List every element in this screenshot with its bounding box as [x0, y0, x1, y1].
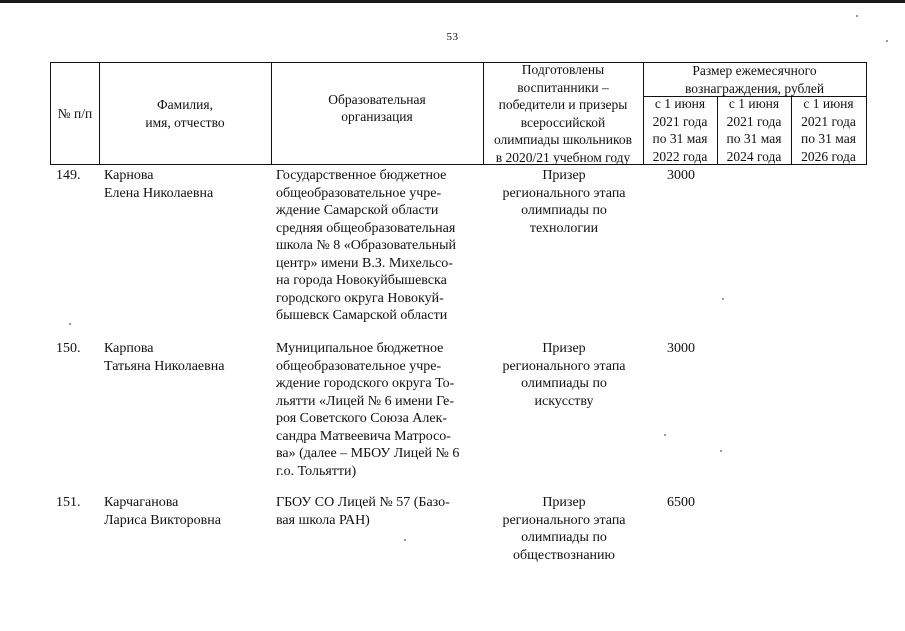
achievement-line: олимпиады по — [521, 203, 607, 218]
header-achievement-line: олимпиады школьников — [493, 132, 632, 147]
row-number: 149. — [56, 168, 81, 183]
header-achievement-line: в 2020/21 учебном году — [495, 149, 631, 165]
header-period-line: по 31 мая — [726, 131, 782, 146]
organization — [276, 494, 478, 529]
header-period-line: по 31 мая — [652, 131, 708, 146]
given-names: Лариса Викторовна — [104, 512, 221, 528]
achievement-line: Призер — [542, 168, 586, 183]
header-name-line: имя, отчество — [145, 114, 225, 130]
header-award-line: вознаграждения, рублей — [684, 80, 825, 96]
scan-speck — [404, 539, 406, 541]
person-name — [104, 340, 269, 375]
header-achievement-line: победители и призеры — [498, 97, 628, 112]
award-amount: 6500 — [667, 495, 695, 510]
scan-top-edge — [0, 0, 905, 3]
org-line: общеобразовательное учре- — [276, 358, 442, 374]
org-line: центр» имени В.З. Михельсо- — [276, 255, 453, 271]
header-period-line: 2021 года — [652, 113, 708, 129]
person-name — [104, 167, 269, 202]
header-period-line: 2026 года — [801, 148, 856, 164]
header-achievement-line: всероссийской — [520, 114, 606, 130]
org-line: сандра Матвеевича Матросо- — [276, 428, 451, 444]
award-amount: 3000 — [667, 341, 695, 356]
header-period-line: 2021 года — [726, 113, 782, 129]
achievement — [484, 340, 644, 410]
scan-speck — [722, 298, 724, 300]
table-header — [50, 62, 867, 165]
header-name-line: Фамилия, — [157, 97, 213, 112]
header-period-line: 2024 года — [726, 148, 782, 164]
org-line: г.о. Тольятти) — [276, 463, 357, 479]
person-name — [104, 494, 269, 529]
achievement-line: регионального этапа — [502, 512, 626, 528]
org-line: школа № 8 «Образовательный — [276, 238, 457, 253]
header-num-label: № п/п — [57, 105, 93, 121]
achievement-line: Призер — [542, 495, 586, 510]
org-line: общеобразовательное учре- — [276, 185, 442, 201]
scan-speck — [720, 450, 722, 452]
organization — [276, 340, 478, 480]
org-line: бышевск Самарской области — [276, 308, 448, 323]
header-achievement — [483, 63, 643, 164]
award-amount: 3000 — [667, 168, 695, 183]
org-line: роя Советского Союза Алек- — [276, 411, 448, 426]
org-line: ва» (далее – МБОУ Лицей № 6 — [276, 446, 460, 461]
header-achievement-line: воспитанники – — [517, 79, 609, 95]
header-name — [99, 63, 271, 164]
achievement — [484, 167, 644, 237]
org-line: льятти «Лицей № 6 имени Ге- — [276, 393, 455, 409]
org-line: средняя общеобразовательная — [276, 220, 456, 236]
achievement-line: обществознанию — [513, 547, 615, 563]
achievement-line: регионального этапа — [502, 358, 626, 374]
achievement-line: искусству — [534, 393, 594, 409]
given-names: Татьяна Николаевна — [104, 358, 225, 374]
page-number: 53 — [446, 31, 459, 43]
row-number: 150. — [56, 341, 81, 356]
header-award-group — [643, 63, 866, 96]
header-period-line: 2022 года — [652, 148, 708, 164]
header-period-line: 2021 года — [801, 113, 856, 129]
header-period-2026 — [791, 96, 866, 164]
org-line: Государственное бюджетное — [276, 168, 447, 183]
header-period-2022 — [643, 96, 717, 164]
org-line: ждение городского округа То- — [276, 376, 455, 391]
achievement — [484, 494, 644, 564]
header-period-line: с 1 июня — [654, 96, 706, 111]
org-line: вая школа РАН) — [276, 512, 370, 528]
organization — [276, 167, 478, 325]
header-award-line: Размер ежемесячного — [692, 63, 817, 78]
header-period-2024 — [717, 96, 791, 164]
surname: Карнова — [104, 168, 154, 183]
header-num — [51, 63, 99, 164]
scan-speck — [664, 434, 666, 436]
surname: Карчаганова — [104, 495, 179, 510]
org-line: Муниципальное бюджетное — [276, 341, 444, 356]
scan-speck — [69, 323, 71, 325]
row-number: 151. — [56, 495, 81, 510]
header-period-line: с 1 июня — [803, 96, 854, 111]
header-org-line: Образовательная — [328, 91, 426, 107]
org-line: на города Новокуйбышевска — [276, 273, 447, 288]
header-period-line: по 31 мая — [801, 131, 856, 146]
scan-speck — [886, 40, 888, 42]
header-org-line: организация — [341, 109, 413, 124]
surname: Карпова — [104, 341, 154, 356]
achievement-line: технологии — [529, 220, 599, 236]
header-org — [271, 63, 483, 153]
achievement-line: олимпиады по — [521, 376, 607, 391]
header-achievement-line: Подготовлены — [521, 62, 605, 77]
org-line: городского округа Новокуй- — [276, 290, 444, 306]
org-line: ждение Самарской области — [276, 203, 439, 218]
achievement-line: регионального этапа — [502, 185, 626, 201]
org-line: ГБОУ СО Лицей № 57 (Базо- — [276, 495, 450, 510]
achievement-line: олимпиады по — [521, 530, 607, 545]
achievement-line: Призер — [542, 341, 586, 356]
given-names: Елена Николаевна — [104, 185, 214, 201]
header-period-line: с 1 июня — [728, 96, 780, 111]
scan-speck — [856, 15, 858, 17]
